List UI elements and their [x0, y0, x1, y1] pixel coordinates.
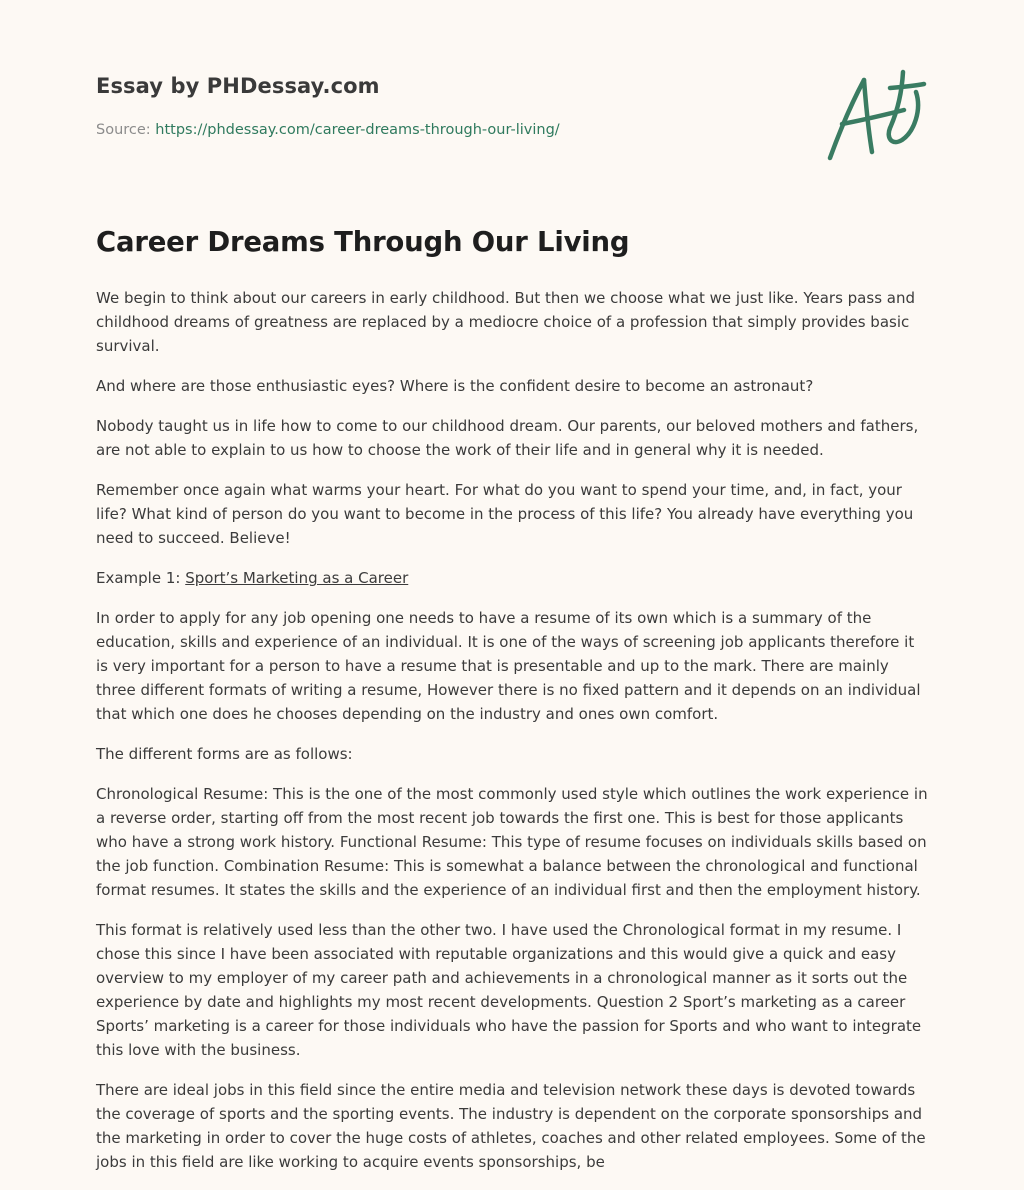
intro-paragraph: Nobody taught us in life how to come to our childhood dream. Our parents, our beloved mothers and fathers, are not able to explain to us how to choose the work of their life and in general why it is needed. — [96, 417, 919, 459]
intro-paragraph: Remember once again what warms your heart. For what do you want to spend your time, and, in fact, your life? What kind of person do you want to become in the process of this life? You already have everything you need to succeed. Believe! — [96, 481, 914, 547]
a-plus-grade-icon — [818, 66, 930, 166]
example-line — [96, 566, 930, 590]
page-header — [96, 74, 936, 138]
intro-paragraph: We begin to think about our careers in early childhood. But then we choose what we just like. Years pass and childhood dreams of greatness are replaced by a mediocre choice of a profession that simply provides basic survival. — [96, 289, 915, 355]
example-prefix: Example 1: — [96, 569, 181, 587]
body-paragraph: In order to apply for any job opening one needs to have a resume of its own which is a summary of the education, skills and experience of an individual. It is one of the ways of screening job applicants therefore it is very important for a person to have a resume that is presentable and up to the mark. There are mainly three different formats of writing a resume, However there is no fixed pattern and it depends on an individual that which one does he chooses depending on the industry and ones own comfort. — [96, 609, 921, 723]
intro-paragraph: And where are those enthusiastic eyes? Where is the confident desire to become an astronaut? — [96, 377, 814, 395]
plus-horizontal — [890, 84, 924, 88]
body-paragraph: The different forms are as follows: — [96, 745, 353, 763]
source-line — [96, 122, 936, 138]
source-label: Source: — [96, 122, 151, 138]
source-link[interactable]: https://phdessay.com/career-dreams-through-our-living/ — [155, 122, 560, 138]
body-paragraph: Chronological Resume: This is the one of the most commonly used style which outlines the work experience in a reverse order, starting off from the most recent job towards the first one. This is best for those applicants who have a strong work history. Functional Resume: This type of resume focuses on individuals skills based on the job function. Combination Resume: This is somewhat a balance between the chronological and functional format resumes. It states the skills and the experience of an individual first and then the employment history. — [96, 785, 928, 899]
site-title: Essay by PHDessay.com — [96, 74, 380, 98]
body-paragraph: There are ideal jobs in this field since the entire media and television network these days is devoted towards the coverage of sports and the sporting events. The industry is dependent on the corporate sponsorships and the marketing in order to cover the huge costs of athletes, coaches and other related employees. Some of the jobs in this field are like working to acquire events sponsorships, be — [96, 1081, 926, 1171]
article — [96, 226, 930, 1190]
example-link[interactable]: Sport’s Marketing as a Career — [185, 569, 409, 587]
plus-vertical — [889, 72, 918, 142]
article-title: Career Dreams Through Our Living — [96, 226, 630, 258]
body-paragraph: This format is relatively used less than the other two. I have used the Chronological format in my resume. I chose this since I have been associated with reputable organizations and this would give a quick and easy overview to my employer of my career path and achievements in a chronological manner as it sorts out the experience by date and highlights my most recent developments. Question 2 Sport’s marketing as a career Sports’ marketing is a career for those individuals who have the passion for Sports and who want to integrate this love with the business. — [96, 921, 922, 1059]
